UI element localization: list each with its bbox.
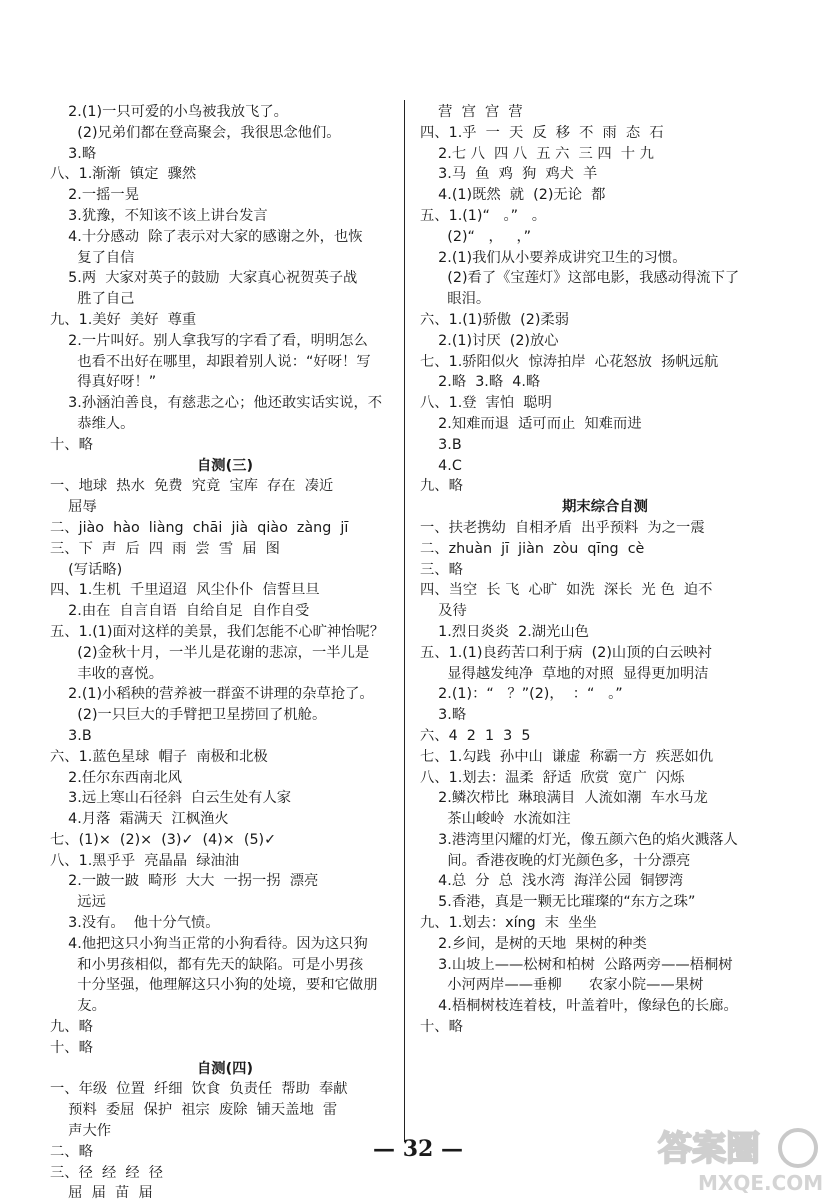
answer-line: 4.C (420, 457, 462, 474)
answer-line: 九、1.划去：xíng 末 坐坐 (420, 915, 597, 932)
answer-line: 4.总 分 总 浅水湾 海洋公园 铜锣湾 (420, 873, 684, 890)
answer-line: 四、当空 长 飞 心旷 如洗 深长 光 色 迫不 (420, 582, 713, 599)
answer-line: 3.山坡上——松树和柏树 公路两旁——梧桐树 (420, 956, 733, 973)
answer-line: 五、1.(1)面对这样的美景，我们怎能不心旷神怡呢？ (50, 623, 385, 640)
answer-line: 七、1.勾践 孙中山 谦虚 称霸一方 疾恶如仇 (420, 748, 714, 765)
answer-line: 六、1.蓝色星球 帽子 南极和北极 (50, 748, 268, 765)
answer-line: 2.(1)：“ ？”(2)， ：“ 。” (420, 686, 623, 703)
answer-line: (2)金秋十月，一半儿是花谢的悲凉，一半儿是 (50, 644, 370, 661)
answer-line: 屈辱 (50, 499, 97, 516)
answer-line: 2.乡间，是树的天地 果树的种类 (420, 935, 647, 952)
answer-line: 2.鳞次栉比 琳琅满目 人流如潮 车水马龙 (420, 790, 708, 807)
answer-line: 5.两 大家对英子的鼓励 大家真心祝贺英子战 (50, 270, 358, 287)
answer-line: 也看不出好在哪里，却跟着别人说：“好呀！写 (50, 353, 371, 370)
answer-line: 声大作 (50, 1123, 112, 1140)
answer-line: 2.(1)小稻秧的营养被一群蛮不讲理的杂草抢了。 (50, 686, 374, 703)
answer-line: 三、径 经 经 径 (50, 1164, 164, 1181)
answer-line: 九、略 (420, 478, 463, 495)
answer-line: 十、略 (50, 436, 93, 453)
column-divider (404, 100, 405, 1142)
section-heading: 期末综合自测 (562, 499, 648, 516)
answer-line: 二、jiào hào liàng chāi jià qiào zàng jī (50, 519, 349, 536)
answer-line: 2.一跛一跛 畸形 大大 一拐一拐 漂亮 (50, 873, 319, 890)
answer-line: 胜了自己 (50, 291, 135, 308)
answer-line: 七、(1)× (2)× (3)✓ (4)× (5)✓ (50, 831, 277, 848)
answer-line: 丰收的喜悦。 (50, 665, 164, 682)
answer-line: 预料 委屈 保护 祖宗 废除 铺天盖地 雷 (50, 1102, 338, 1119)
watermark-url: MXQE.COM (698, 1171, 824, 1195)
answer-line: 一、地球 热水 免费 究竟 宝库 存在 凑近 (50, 478, 334, 495)
answer-line: 4.梧桐树枝连着枝，叶盖着叶，像绿色的长廊。 (420, 998, 738, 1015)
answer-line: 间。香港夜晚的灯光颜色多，十分漂亮 (420, 852, 691, 869)
section-heading: 自测(四) (197, 1060, 253, 1077)
answer-line: 4.(1)既然 就 (2)无论 都 (420, 187, 606, 204)
answer-line: 八、1.渐渐 镇定 骤然 (50, 166, 197, 183)
answer-line: 2.七 八 四 八 五 六 三 四 十 九 (420, 145, 654, 162)
answer-line: (写话略) (50, 561, 123, 578)
answer-line: 2.知难而退 适可而止 知难而进 (420, 415, 642, 432)
answer-line: 小河两岸——垂柳 农家小院——果树 (420, 977, 704, 994)
answer-line: 复了自信 (50, 249, 135, 266)
answer-line: 3.B (420, 436, 462, 453)
answer-line: 3.港湾里闪耀的灯光，像五颜六色的焰火溅落人 (420, 831, 738, 848)
answer-line: 得真好呀！” (50, 374, 157, 391)
answer-line: 一、扶老携幼 自相矛盾 出乎预料 为之一震 (420, 519, 705, 536)
answer-line: 4.月落 霜满天 江枫渔火 (50, 811, 229, 828)
answer-line: 一、年级 位置 纤细 饮食 负责任 帮助 奉献 (50, 1081, 348, 1098)
answer-line: 友。 (50, 998, 106, 1015)
answer-line: 三、下 声 后 四 雨 尝 雪 届 图 (50, 540, 280, 557)
answer-line: 2.略 3.略 4.略 (420, 374, 541, 391)
answer-line: 4.他把这只小狗当正常的小狗看待。因为这只狗 (50, 935, 368, 952)
answer-line: 屈 届 苗 届 (50, 1185, 153, 1202)
answer-line: 四、1.乎 一 天 反 移 不 雨 态 石 (420, 124, 664, 141)
right-column (420, 102, 790, 1038)
answer-line: 四、1.生机 千里迢迢 风尘仆仆 信誓旦旦 (50, 582, 320, 599)
answer-line: 4.十分感动 除了表示对大家的感谢之外，也恢 (50, 228, 363, 245)
watermark-title: 答案圈 (658, 1129, 760, 1169)
answer-line: 十、略 (420, 1019, 463, 1036)
answer-line: 2.一片叫好。别人拿我写的字看了看，明明怎么 (50, 332, 368, 349)
answer-line: 5.香港，真是一颗无比璀璨的“东方之珠” (420, 894, 696, 911)
answer-line: 七、1.骄阳似火 惊涛拍岸 心花怒放 扬帆远航 (420, 353, 719, 370)
answer-line: 十分坚强，他理解这只小狗的处境，要和它做朋 (50, 977, 378, 994)
watermark-logo (648, 1118, 828, 1196)
answer-line: 八、1.登 害怕 聪明 (420, 395, 552, 412)
answer-line: (2)“ ， ，” (420, 228, 532, 245)
answer-line: 3.略 (420, 707, 467, 724)
answer-line: 六、1.(1)骄傲 (2)柔弱 (420, 311, 570, 328)
answer-line: 九、1.美好 美好 尊重 (50, 311, 197, 328)
answer-line: 3.孙涵泊善良，有慈悲之心；他还敢实话实说，不 (50, 395, 383, 412)
answer-line: 2.(1)我们从小要养成讲究卫生的习惯。 (420, 249, 687, 266)
answer-line: 五、1.(1)良药苦口利于病 (2)山顶的白云映衬 (420, 644, 712, 661)
answer-line: 3.马 鱼 鸡 狗 鸡犬 羊 (420, 166, 598, 183)
answer-line: 三、略 (420, 561, 463, 578)
section-heading: 自测(三) (197, 457, 253, 474)
answer-line: 2.任尔东西南北风 (50, 769, 182, 786)
answer-line: 二、略 (50, 1143, 93, 1160)
answer-line: 八、1.黑乎乎 亮晶晶 绿油油 (50, 852, 240, 869)
answer-line: 2.由在 自言自语 自给自足 自作自受 (50, 603, 310, 620)
answer-line: 十、略 (50, 1039, 93, 1056)
answer-line: 五、1.(1)“ 。” 。 (420, 207, 547, 224)
answer-line: 和小男孩相似，都有先天的缺陷。可是小男孩 (50, 956, 364, 973)
answer-line: 3.略 (50, 145, 97, 162)
answer-line: 及待 (420, 603, 467, 620)
answer-line: 二、zhuàn jī jiàn zòu qīng cè (420, 540, 645, 557)
answer-line: (2)看了《宝莲灯》这部电影，我感动得流下了 (420, 270, 740, 287)
answer-line: 恭维人。 (50, 415, 135, 432)
answer-line: (2)一只巨大的手臂把卫星捞回了机舱。 (50, 707, 327, 724)
watermark-circle-icon (780, 1130, 816, 1166)
answer-line: 眼泪。 (420, 291, 491, 308)
answer-line: 茶山峻岭 水流如注 (420, 811, 571, 828)
answer-line: 3.远上寒山石径斜 白云生处有人家 (50, 790, 292, 807)
answer-line: 1.烈日炎炎 2.湖光山色 (420, 623, 589, 640)
answer-line: 2.(1)一只可爱的小鸟被我放飞了。 (50, 104, 288, 120)
answer-line: 营 宫 宫 营 (420, 104, 523, 120)
left-column (50, 102, 400, 1204)
answer-line: 2.一摇一晃 (50, 187, 140, 204)
answer-line: 远远 (50, 894, 106, 911)
answer-line: (2)兄弟们都在登高聚会，我很思念他们。 (50, 124, 341, 141)
answer-line: 显得越发纯净 草地的对照 显得更加明洁 (420, 665, 709, 682)
answer-line: 六、4 2 1 3 5 (420, 727, 531, 744)
answer-line: 九、略 (50, 1019, 93, 1036)
answer-line: 3.B (50, 727, 92, 744)
answer-line: 3.没有。 他十分气愤。 (50, 915, 220, 932)
answer-line: 3.犹豫，不知该不该上讲台发言 (50, 207, 268, 224)
page-number: — 32 — (373, 1136, 463, 1162)
answer-line: 2.(1)讨厌 (2)放心 (420, 332, 559, 349)
answer-line: 八、1.划去：温柔 舒适 欣赏 宽广 闪烁 (420, 769, 685, 786)
